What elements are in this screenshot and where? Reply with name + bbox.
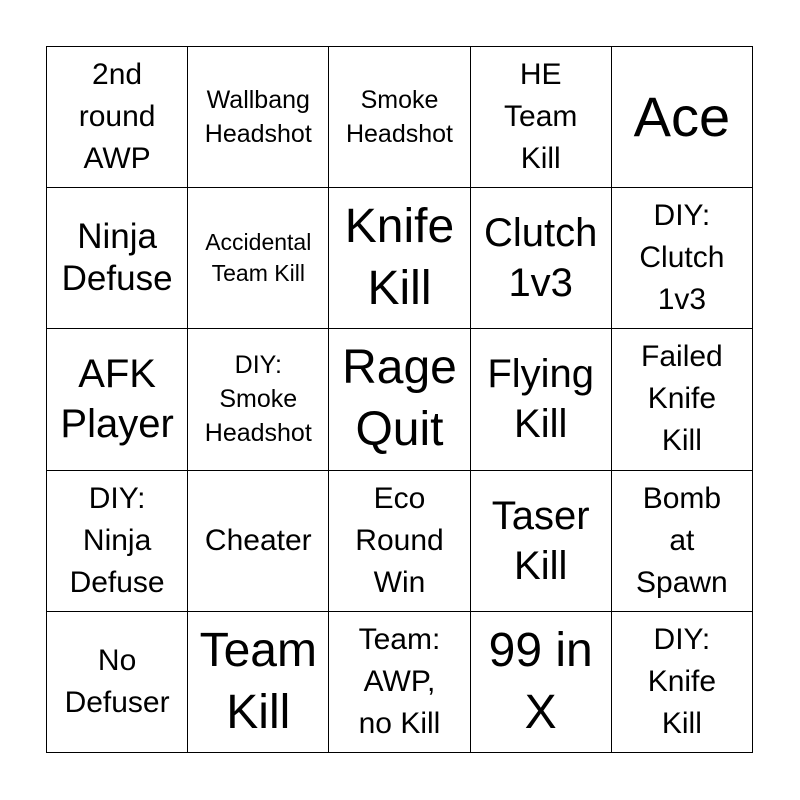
bingo-cell-ninja-defuse[interactable] [47, 188, 188, 329]
bingo-cell-2nd-round-awp[interactable] [47, 47, 188, 188]
bingo-cell-he-team-kill[interactable] [471, 47, 612, 188]
cell-label: Taser Kill [491, 493, 590, 588]
cell-label: Ninja Defuse [61, 217, 173, 299]
cell-label: Knife Kill [344, 200, 455, 316]
cell-label: Smoke Headshot [345, 86, 453, 149]
bingo-cell-team-awp-no-kill[interactable] [329, 612, 470, 753]
bingo-board [46, 46, 753, 753]
bingo-cell-bomb-at-spawn[interactable] [612, 471, 753, 612]
cell-label: Accidental Team Kill [205, 229, 312, 287]
cell-label: DIY: Smoke Headshot [204, 351, 312, 448]
bingo-cell-afk-player[interactable] [47, 329, 188, 470]
cell-label: 99 in X [488, 623, 593, 739]
bingo-cell-no-defuser[interactable] [47, 612, 188, 753]
cell-label: Cheater [204, 523, 312, 557]
bingo-cell-diy-ninja-defuse[interactable] [47, 471, 188, 612]
bingo-cell-cheater[interactable] [188, 471, 329, 612]
bingo-cell-smoke-headshot[interactable] [329, 47, 470, 188]
cell-label: 2nd round AWP [78, 58, 156, 176]
cell-label: Clutch 1v3 [484, 211, 598, 306]
bingo-cell-99-in-x[interactable] [471, 612, 612, 753]
cell-label: Team: AWP, no Kill [358, 622, 441, 740]
cell-label: Flying Kill [487, 352, 595, 447]
bingo-cell-diy-clutch-1v3[interactable] [612, 188, 753, 329]
bingo-cell-accidental-team-kill[interactable] [188, 188, 329, 329]
cell-label: DIY: Knife Kill [647, 622, 717, 740]
cell-label: Eco Round Win [355, 481, 444, 599]
bingo-cell-clutch-1v3[interactable] [471, 188, 612, 329]
bingo-cell-team-kill[interactable] [188, 612, 329, 753]
bingo-cell-knife-kill[interactable] [329, 188, 470, 329]
bingo-cell-flying-kill[interactable] [471, 329, 612, 470]
bingo-cell-diy-knife-kill[interactable] [612, 612, 753, 753]
cell-label: DIY: Ninja Defuse [69, 481, 165, 599]
bingo-cell-wallbang-headshot[interactable] [188, 47, 329, 188]
cell-label: Bomb at Spawn [636, 481, 728, 599]
cell-label: Failed Knife Kill [641, 340, 723, 458]
bingo-cell-eco-round-win[interactable] [329, 471, 470, 612]
bingo-cell-rage-quit[interactable] [329, 329, 470, 470]
bingo-cell-ace[interactable] [612, 47, 753, 188]
bingo-cell-diy-smoke-headshot[interactable] [188, 329, 329, 470]
cell-label: HE Team Kill [504, 58, 578, 176]
cell-label: Rage Quit [342, 341, 457, 457]
bingo-cell-taser-kill[interactable] [471, 471, 612, 612]
cell-label: Wallbang Headshot [204, 86, 312, 149]
cell-label: Team Kill [199, 623, 317, 739]
cell-label: No Defuser [64, 643, 170, 719]
cell-label: Ace [633, 85, 731, 149]
cell-label: DIY: Clutch 1v3 [639, 199, 725, 317]
cell-label: AFK Player [60, 352, 174, 447]
bingo-cell-failed-knife-kill[interactable] [612, 329, 753, 470]
